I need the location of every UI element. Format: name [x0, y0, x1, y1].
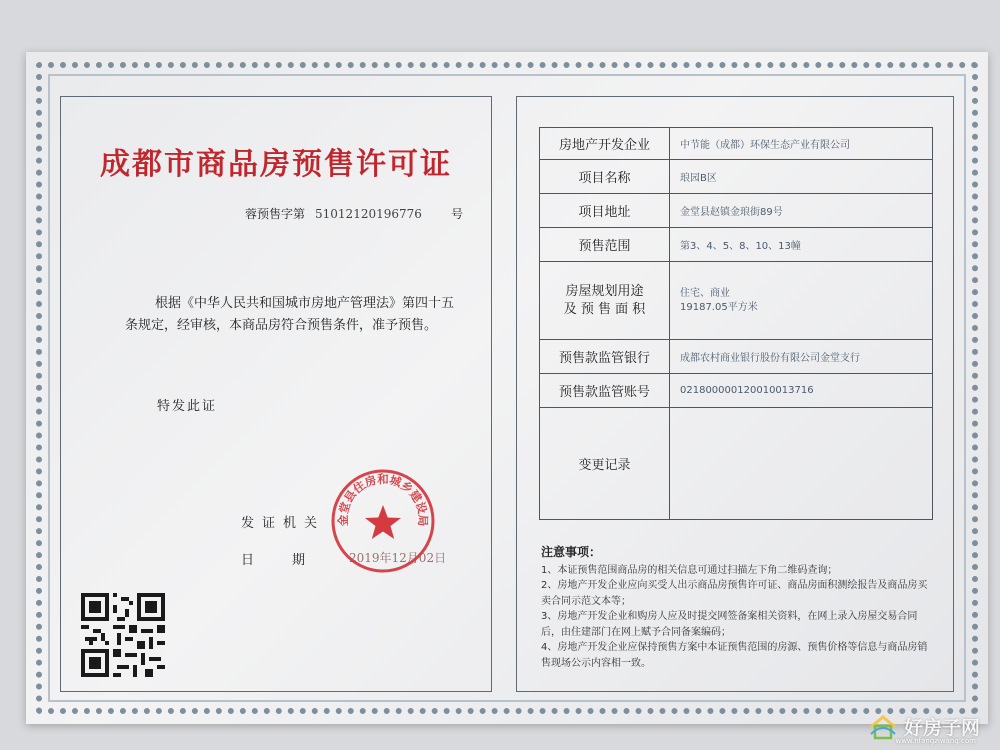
table-row [540, 262, 933, 340]
site-watermark [868, 713, 980, 745]
left-panel [60, 96, 492, 692]
row-label-change-record: 变更记录 [540, 408, 670, 520]
table-row [540, 374, 933, 408]
row-label-project-name: 项目名称 [540, 160, 670, 194]
row-label-supervision-account: 预售款监管账号 [540, 374, 670, 408]
date-label-char-2: 期 [292, 553, 306, 568]
permit-prefix: 蓉预售字第 [245, 207, 306, 221]
note-item: 1、本证预售范围商品房的相关信息可通过扫描左下角二维码查询； [541, 564, 838, 576]
table-row [540, 408, 933, 520]
usage-label-line-1: 房屋规划用途 [565, 283, 644, 299]
special-issue-text: 特发此证 [157, 399, 218, 414]
issuer-label: 发证机关 [241, 516, 326, 531]
row-value-supervision-account: 021800000120010013716 [670, 374, 933, 408]
row-value-project-name: 琅园B区 [670, 160, 933, 194]
date-label [241, 549, 305, 568]
row-label-usage-area [540, 262, 670, 340]
row-value-project-address: 金堂县赵镇金琅街89号 [670, 194, 933, 228]
issue-date: 2019年12月02日 [349, 551, 447, 565]
row-label-developer: 房地产开发企业 [540, 128, 670, 160]
note-item: 3、房地产开发企业和购房人应及时提交网签备案相关资料，在网上录入房屋交易合同后，由住建部门在网上赋予合同备案编码； [541, 611, 918, 638]
table-row [540, 194, 933, 228]
watermark-text: 好房子网 [903, 717, 980, 739]
note-item: 2、房地产开发企业应向买受人出示商品房预售许可证、商品房面积测绘报告及商品房买卖合同示范文本等； [541, 580, 928, 607]
usage-label-line-2: 及 预 售 面 积 [563, 301, 646, 317]
row-value-developer: 中节能（成都）环保生态产业有限公司 [670, 128, 933, 160]
notes-section [541, 545, 937, 671]
certificate-paper [26, 52, 988, 724]
right-panel [516, 96, 954, 692]
house-logo-icon [868, 714, 898, 740]
row-label-supervision-bank: 预售款监管银行 [540, 340, 670, 374]
note-item: 4、房地产开发企业应保持预售方案中本证预售范围的房源、预售价格等信息与商品房销售现场公示内容相一致。 [541, 642, 928, 669]
watermark-url: www.hfangziwang.com [895, 737, 976, 745]
svg-text:金堂县住房和城乡建设局: 金堂县住房和城乡建设局 [335, 472, 431, 527]
row-label-presale-scope: 预售范围 [540, 228, 670, 262]
permit-number-line [245, 205, 463, 222]
notes-title: 注意事项： [541, 545, 602, 559]
row-value-usage-area [670, 262, 933, 340]
certificate-title: 成都市商品房预售许可证 [100, 147, 452, 182]
project-info-table [539, 127, 933, 520]
permit-suffix: 号 [451, 207, 464, 221]
usage-value: 住宅、商业 [680, 287, 730, 299]
qr-code-icon[interactable] [81, 593, 165, 677]
row-label-project-address: 项目地址 [540, 194, 670, 228]
table-row [540, 128, 933, 160]
table-row [540, 340, 933, 374]
legal-basis-text: 根据《中华人民共和国城市房地产管理法》第四十五条规定，经审核，本商品房符合预售条件，准予预售。 [125, 296, 455, 333]
presale-area-value: 19187.05平方米 [680, 301, 758, 313]
row-value-change-record [670, 408, 933, 520]
date-label-char-1: 日 [241, 553, 255, 568]
row-value-presale-scope: 第3、4、5、8、10、13幢 [670, 228, 933, 262]
table-row [540, 160, 933, 194]
permit-number: 510121201967​76 [315, 207, 422, 221]
row-value-supervision-bank: 成都农村商业银行股份有限公司金堂支行 [670, 340, 933, 374]
table-row [540, 228, 933, 262]
